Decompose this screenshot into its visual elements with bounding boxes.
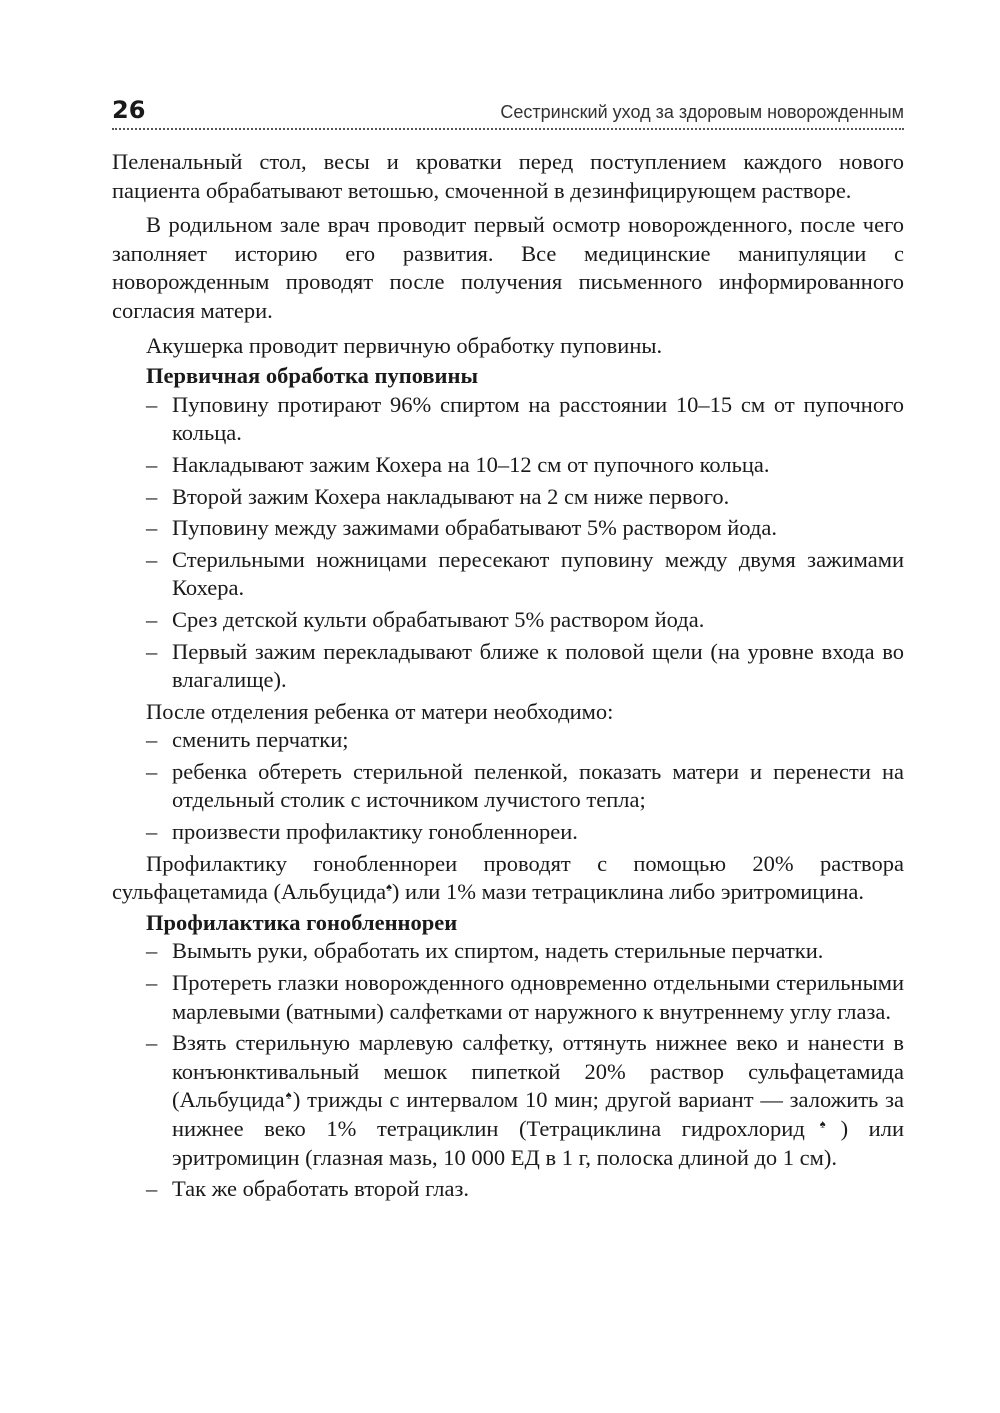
cord-care-list	[112, 391, 904, 695]
list-item: – ребенка обтереть стерильной пеленкой, показать матери и перенести на отдельный столик с источником лучистого тепла;	[146, 758, 904, 813]
list-item: – Вымыть руки, обработать их спиртом, надеть стерильные перчатки.	[112, 937, 904, 966]
list-item: – Срез детской культи обрабатывают 5% раствором йода.	[112, 606, 904, 635]
list-item: – Первый зажим перекладывают ближе к половой щели (на уровне входа во влагалище).	[146, 638, 904, 693]
dash-marker: –	[146, 758, 158, 784]
paragraph-1: Пеленальный стол, весы и кроватки перед поступлением каждого нового пациента обрабатывают ветошью, смоченной в дезинфицирующем растворе.	[112, 149, 904, 203]
running-title: Сестринский уход за здоровым новорожденным	[500, 102, 904, 122]
dash-marker: –	[146, 938, 158, 964]
paragraph-2: В родильном зале врач проводит первый осмотр новорожденного, после чего заполняет историю его развития. Все медицинские манипуляции с новорожденным проводят после получения письменного информированного согласия матери.	[112, 212, 904, 323]
after-separation-list	[112, 726, 904, 846]
dash-marker: –	[146, 1030, 158, 1056]
dash-marker: –	[146, 819, 158, 845]
page-header	[112, 88, 904, 130]
list-item: – сменить перчатки;	[112, 726, 904, 755]
dash-marker: –	[146, 638, 158, 664]
section-heading-cord-care: Первичная обработка пуповины	[146, 363, 479, 389]
dash-marker: –	[146, 451, 158, 477]
trademark-mark: ♠	[386, 881, 392, 894]
list-item: – Протереть глазки новорожденного одновременно отдельными стерильными марлевыми (ватными) салфетками от наружного к внутреннему углу глаза.	[146, 970, 904, 1024]
document-page	[112, 88, 904, 1207]
dash-marker: –	[146, 546, 158, 572]
page-number: 26	[112, 96, 146, 124]
list-item: – Пуповину между зажимами обрабатывают 5% раствором йода.	[112, 514, 904, 543]
prophylaxis-list	[112, 937, 904, 1203]
dash-marker: –	[146, 727, 158, 753]
trademark-mark: ♠	[284, 1089, 293, 1102]
paragraph-3: Акушерка проводит первичную обработку пуповины.	[146, 332, 663, 358]
list-item: – произвести профилактику гонобленнореи.	[112, 818, 904, 847]
list-item: – Второй зажим Кохера накладывают на 2 см ниже первого.	[112, 483, 904, 512]
list-item: – Так же обработать второй глаз.	[112, 1175, 904, 1204]
page-content	[112, 148, 904, 1204]
dash-marker: –	[146, 1176, 158, 1202]
list-item: – Взять стерильную марлевую салфетку, оттянуть нижнее веко и нанести в конъюнктивальный мешок пипеткой 20% раствор сульфацетамида (Альбуцида♠) трижды с интервалом 10 мин; другой вариант — заложить за нижнее веко 1% тетрациклин (Тетрациклина гидрохлорид♠) или эритромицин (глазная мазь, 10 000 ЕД в 1 г, полоска длиной до 1 см).	[146, 1030, 905, 1170]
dash-marker: –	[146, 606, 158, 632]
list-item: – Накладывают зажим Кохера на 10–12 см от пупочного кольца.	[112, 451, 904, 480]
list-item: – Стерильными ножницами пересекают пуповину между двумя зажимами Кохера.	[146, 546, 904, 601]
section-heading-prophylaxis: Профилактика гонобленнореи	[146, 909, 458, 935]
dash-marker: –	[146, 483, 158, 509]
dash-marker: –	[146, 391, 158, 417]
paragraph-4: После отделения ребенка от матери необходимо:	[146, 698, 614, 724]
dash-marker: –	[146, 970, 158, 996]
paragraph-5: Профилактику гонобленнореи проводят с помощью 20% раствора сульфацетамида (Альбуцида♠) или 1% мази тетрациклина либо эритромицина.	[112, 850, 904, 905]
dash-marker: –	[146, 515, 158, 541]
trademark-mark: ♠	[804, 1118, 841, 1131]
list-item: – Пуповину протирают 96% спиртом на расстоянии 10–15 см от пупочного кольца.	[146, 391, 904, 446]
